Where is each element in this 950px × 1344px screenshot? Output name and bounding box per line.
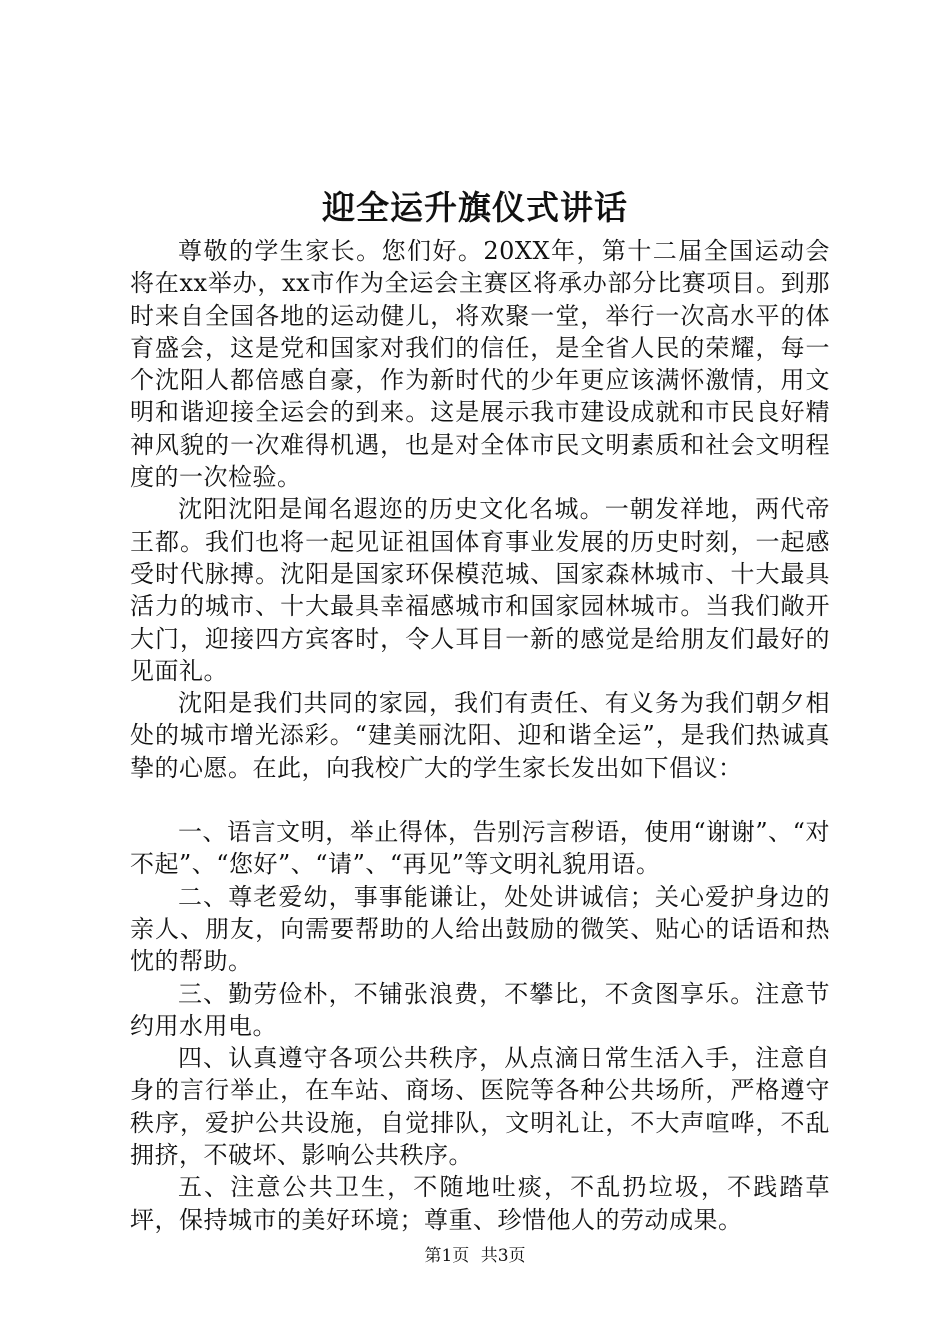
proposal-item-5: 五、注意公共卫生，不随地吐痰，不乱扔垃圾，不践踏草坪，保持城市的美好环境；尊重、珍惜他人的劳动成果。 bbox=[130, 1173, 830, 1234]
document-body bbox=[130, 235, 830, 1236]
paragraph-spacer bbox=[130, 784, 830, 816]
page-footer bbox=[0, 1244, 950, 1268]
proposal-item-4: 四、认真遵守各项公共秩序，从点滴日常生活入手，注意自身的言行举止，在车站、商场、医院等各种公共场所，严格遵守秩序，爱护公共设施，自觉排队，文明礼让，不大声喧哗，不乱拥挤，不破坏、影响公共秩序。 bbox=[130, 1044, 830, 1170]
document-title: 迎全运升旗仪式讲话 bbox=[322, 188, 628, 227]
paragraph-city-history: 沈阳沈阳是闻名遐迩的历史文化名城。一朝发祥地，两代帝王都。我们也将一起见证祖国体育事业发展的历史时刻，一起感受时代脉搏。沈阳是国家环保模范城、国家森林城市、十大最具活力的城市、十大最具幸福感城市和国家园林城市。当我们敞开大门，迎接四方宾客时，令人耳目一新的感觉是给朋友们最好的见面礼。 bbox=[130, 495, 830, 685]
paragraph-proposal-intro: 沈阳是我们共同的家园，我们有责任、有义务为我们朝夕相处的城市增光添彩。“建美丽沈阳、迎和谐全运”，是我们热诚真挚的心愿。在此，向我校广大的学生家长发出如下倡议： bbox=[130, 689, 830, 782]
proposal-item-2: 二、尊老爱幼，事事能谦让，处处讲诚信；关心爱护身边的亲人、朋友，向需要帮助的人给出鼓励的微笑、贴心的话语和热忱的帮助。 bbox=[130, 882, 830, 976]
proposal-item-1: 一、语言文明，举止得体，告别污言秽语，使用“谢谢”、“对不起”、“您好”、“请”、“再见”等文明礼貌用语。 bbox=[130, 818, 830, 879]
paragraph-greeting: 尊敬的学生家长。您们好。20XX年，第十二届全国运动会将在xx举办，xx市作为全运会主赛区将承办部分比赛项目。到那时来自全国各地的运动健儿，将欢聚一堂，举行一次高水平的体育盛会，这是党和国家对我们的信任，是全省人民的荣耀，每一个沈阳人都倍感自豪，作为新时代的少年更应该满怀激情，用文明和谐迎接全运会的到来。这是展示我市建设成就和市民良好精神风貌的一次难得机遇，也是对全体市民文明素质和社会文明程度的一次检验。 bbox=[130, 237, 830, 492]
proposal-item-3: 三、勤劳俭朴，不铺张浪费，不攀比，不贪图享乐。注意节约用水用电。 bbox=[130, 979, 830, 1040]
page-number: 第1页 bbox=[424, 1246, 470, 1266]
page-total: 共3页 bbox=[480, 1246, 526, 1266]
